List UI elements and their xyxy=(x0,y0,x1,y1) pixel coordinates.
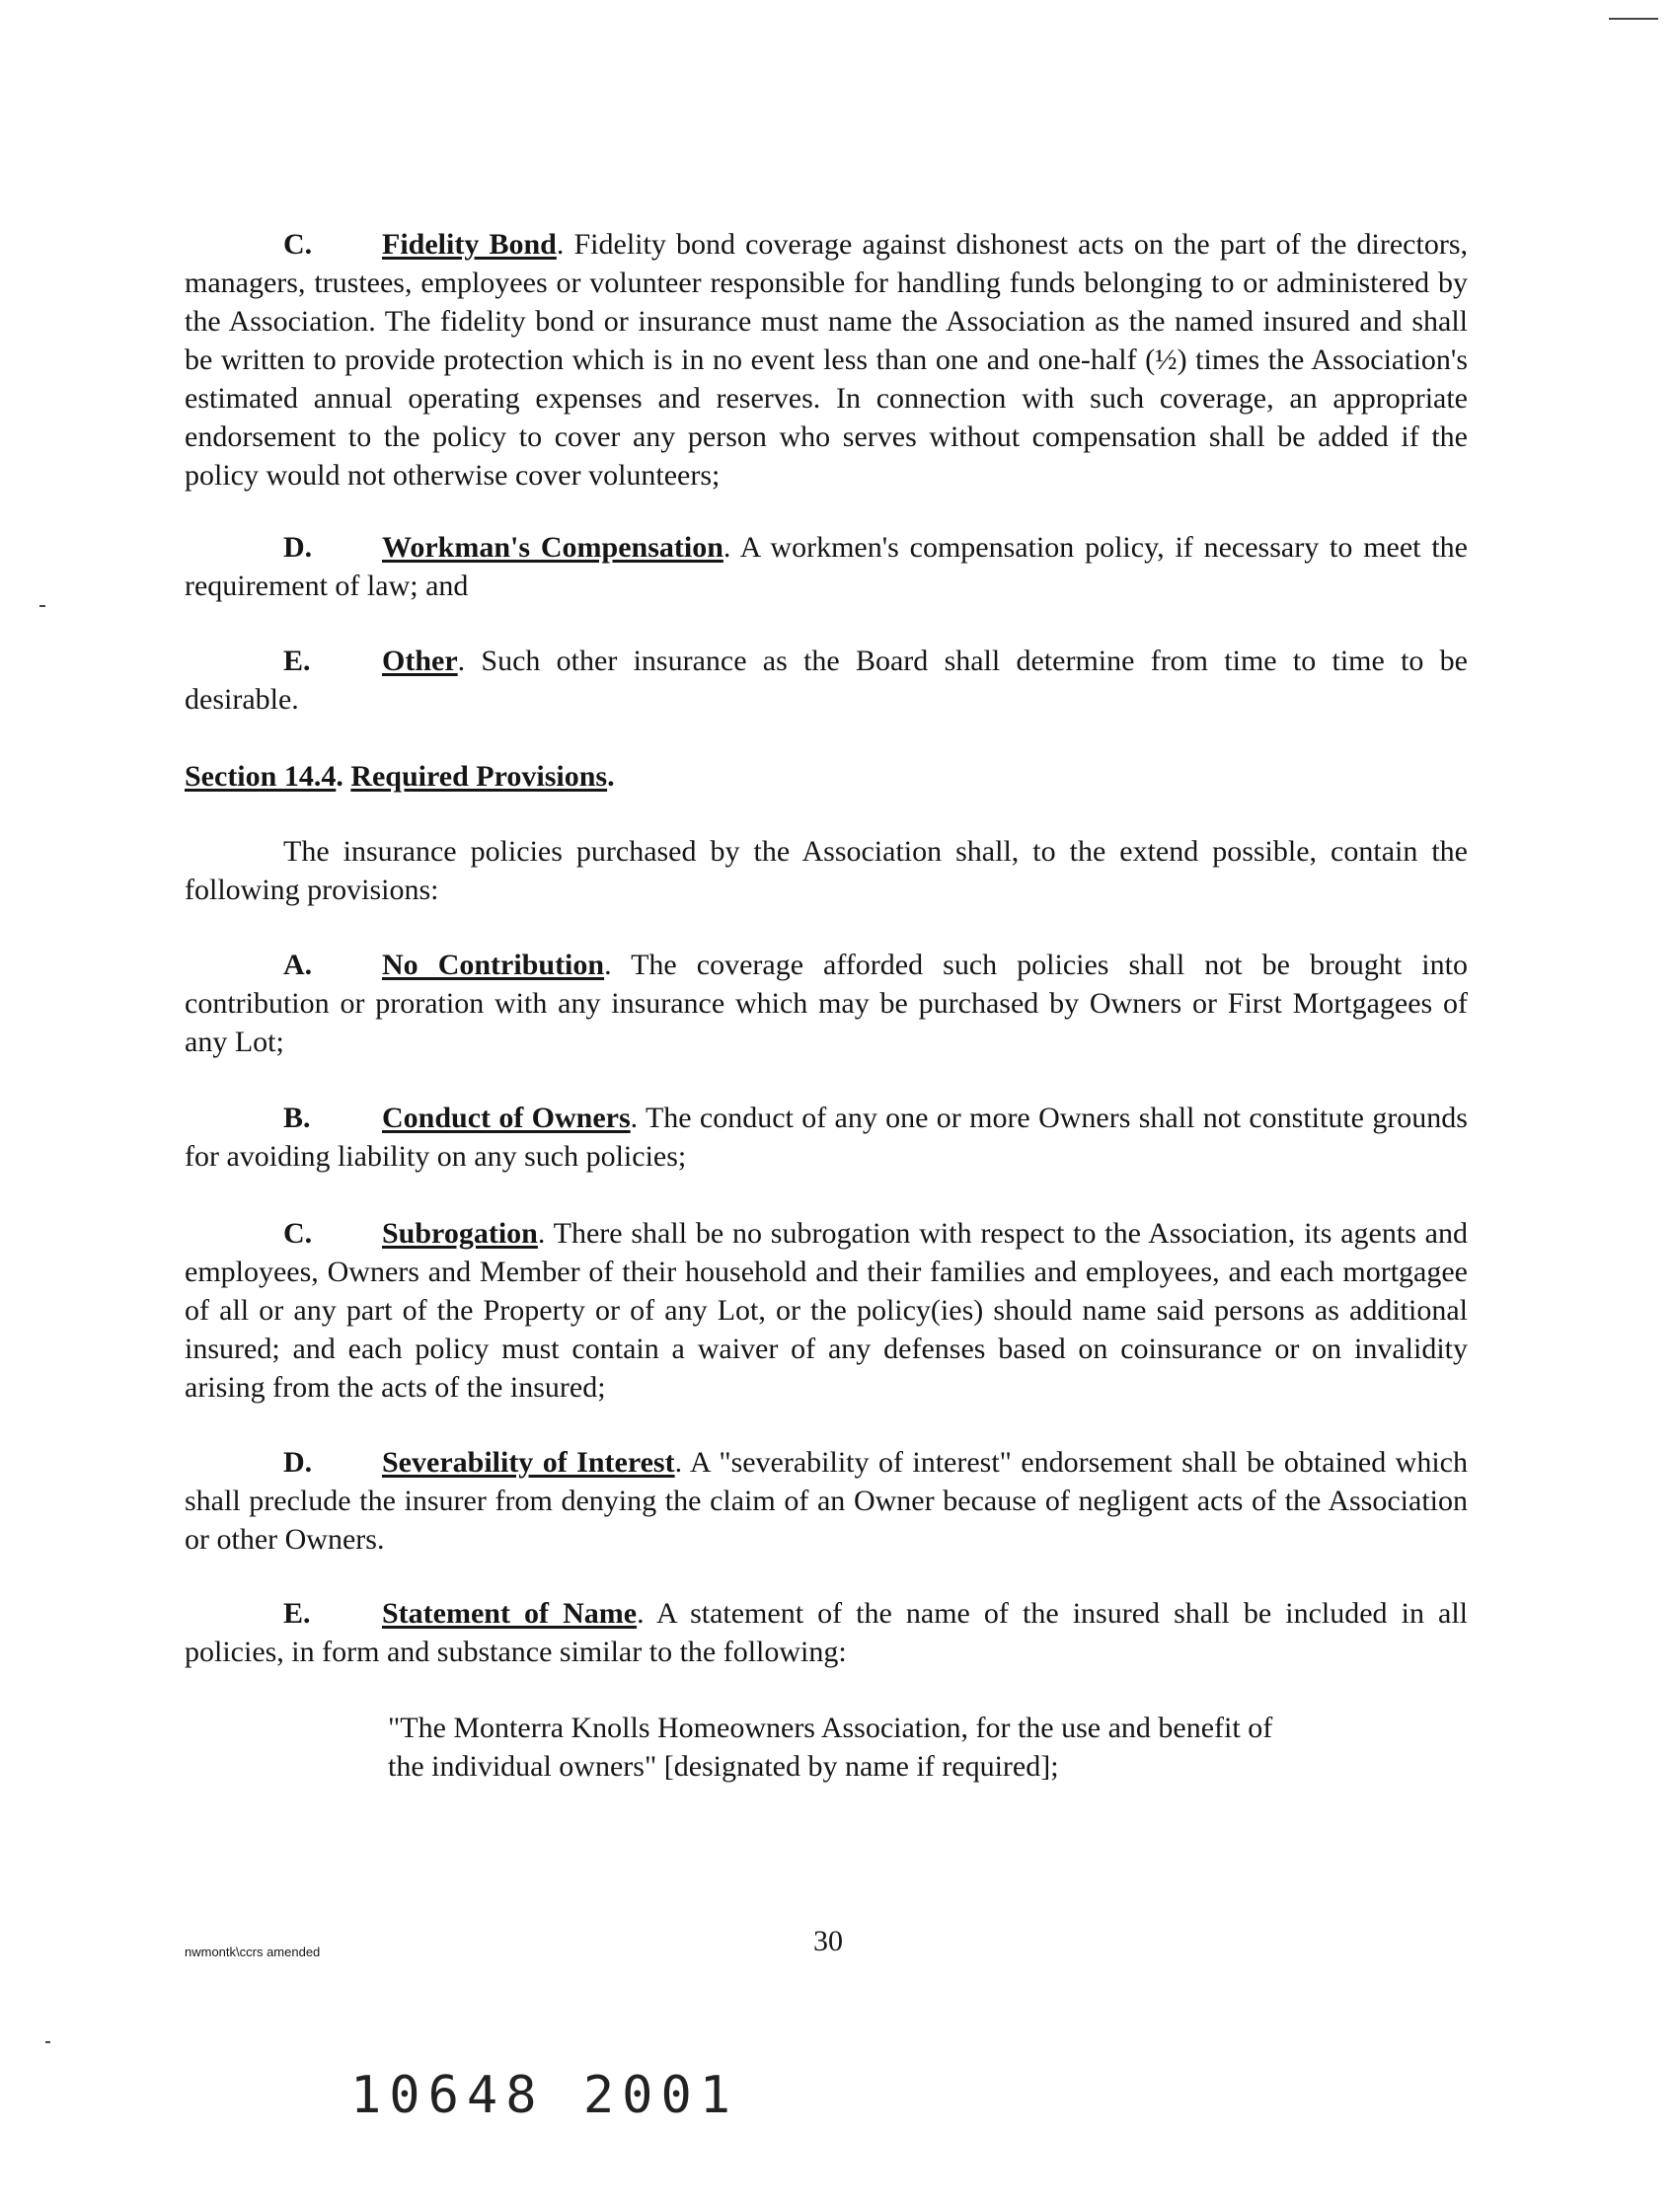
item-letter: D. xyxy=(283,531,313,564)
item-text: . Fidelity bond coverage against dishonest acts on the part of the directors, managers, trustees, employees or volunteer responsible for handling funds belonging to or administered by the Association. The fidelity bond or insurance must name the Association as the named insured and shall be written to provide protection which is in no event less than one and one-half (½) times the Association's estimated annual operating expenses and reserves. In connection with such coverage, an appropriate endorsement to the policy to cover any person who serves without compensation shall be added if the policy would not otherwise cover volunteers; xyxy=(185,228,1468,492)
insured-name-quote: "The Monterra Knolls Homeowners Association, for the use and benefit of the individual owners" [designated by name if required]; xyxy=(388,1712,1273,1783)
paragraph-c-fidelity-bond xyxy=(185,225,1468,495)
page-number: 30 xyxy=(813,1925,843,1957)
item-title: Subrogation xyxy=(382,1217,538,1250)
item-letter: B. xyxy=(283,1102,311,1134)
item-text: . The coverage afforded such policies shall not be brought into contribution or proration with any insurance which may be purchased by Owners or First Mortgagees of any Lot; xyxy=(185,949,1468,1058)
footer-file-name: nwmontk\ccrs amended xyxy=(185,1945,321,1959)
recording-stamp: 10648 2001 xyxy=(350,2066,739,2125)
item-text: . A statement of the name of the insured shall be included in all policies, in form and substance similar to the following: xyxy=(185,1597,1469,1668)
section-sep: . xyxy=(336,760,351,793)
paragraph-e-other xyxy=(185,642,1468,719)
item-text: . Such other insurance as the Board shall determine from time to time to be desirable. xyxy=(185,645,1468,716)
scan-mark xyxy=(45,2041,50,2043)
paragraph-d-severability xyxy=(185,1443,1468,1559)
item-title: Severability of Interest xyxy=(382,1446,675,1479)
item-letter: E. xyxy=(283,1597,311,1630)
section-heading xyxy=(185,757,1468,796)
paragraph-d-workmans-compensation xyxy=(185,528,1468,605)
section-title: Required Provisions xyxy=(350,760,608,793)
scan-mark xyxy=(39,605,45,607)
scan-mark xyxy=(1609,18,1658,20)
item-letter: D. xyxy=(283,1446,313,1479)
paragraph-c-subrogation xyxy=(185,1214,1468,1407)
item-text: . There shall be no subrogation with respect to the Association, its agents and employees, Owners and Member of their household and their families and employees, and each mortgagee of all or any part of the Property or of any Lot, or the policy(ies) should name said persons as additional insured; and each policy must contain a waiver of any defenses based on coinsurance or on invalidity arising from the acts of the insured; xyxy=(185,1217,1468,1404)
item-text: . A workmen's compensation policy, if necessary to meet the requirement of law; and xyxy=(185,531,1468,602)
intro-paragraph: The insurance policies purchased by the Association shall, to the extend possible, contain the following provisions: xyxy=(185,835,1468,906)
item-text: . The conduct of any one or more Owners shall not constitute grounds for avoiding liability on any such policies; xyxy=(185,1102,1468,1173)
section-end: . xyxy=(607,760,615,793)
item-title: Fidelity Bond xyxy=(382,228,557,261)
paragraph-b-conduct-of-owners xyxy=(185,1099,1468,1176)
item-letter: C. xyxy=(283,228,313,261)
section-number: Section 14.4 xyxy=(185,760,337,793)
item-title: Workman's Compensation xyxy=(382,531,723,564)
item-title: Conduct of Owners xyxy=(382,1102,631,1134)
item-title: Other xyxy=(382,645,458,677)
paragraph-e-statement-of-name xyxy=(185,1594,1468,1671)
item-title: Statement of Name xyxy=(382,1597,638,1630)
item-title: No Contribution xyxy=(382,949,605,981)
item-letter: E. xyxy=(283,645,311,677)
item-letter: A. xyxy=(283,949,313,981)
item-letter: C. xyxy=(283,1217,313,1250)
paragraph-a-no-contribution xyxy=(185,946,1468,1061)
item-text: . A "severability of interest" endorsement shall be obtained which shall preclude the insurer from denying the claim of an Owner because of negligent acts of the Association or other Owners. xyxy=(185,1446,1468,1556)
